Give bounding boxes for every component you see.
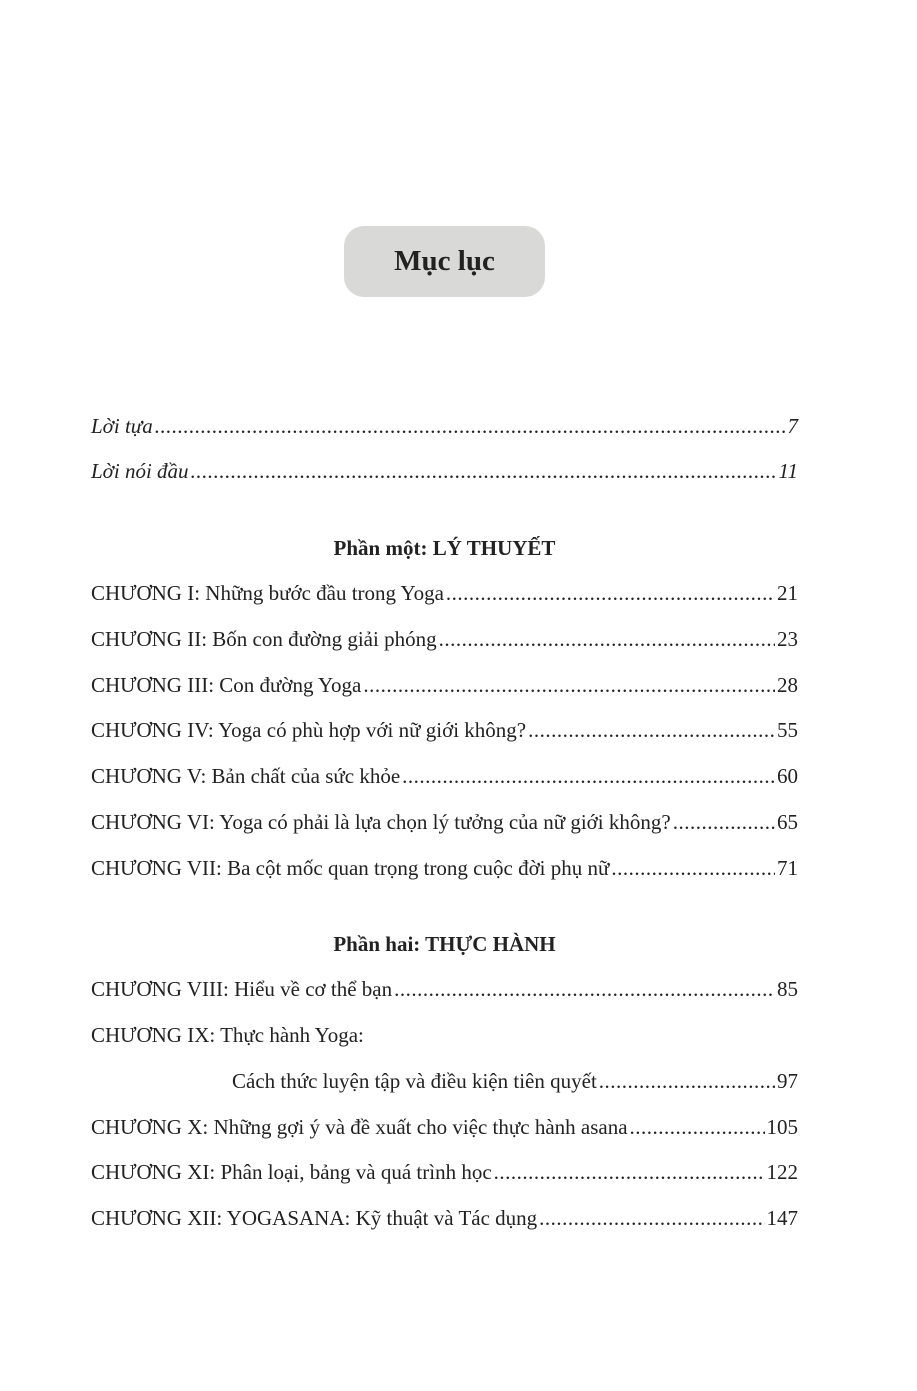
toc-entry-chapter-7 — [91, 856, 798, 886]
toc-entry-chapter-5 — [91, 764, 798, 794]
toc-entry-page: 23 — [777, 627, 798, 651]
toc-entry-page: 71 — [777, 856, 798, 880]
part-one-heading: Phần một: LÝ THUYẾT — [333, 536, 556, 560]
dot-leader — [528, 718, 775, 743]
part-two-heading: Phần hai: THỰC HÀNH — [333, 932, 556, 956]
toc-entry-chapter-1 — [91, 581, 798, 611]
toc-entry-label: CHƯƠNG II: Bốn con đường giải phóng — [91, 627, 437, 651]
toc-entry-chapter-2 — [91, 627, 798, 657]
toc-entry-foreword — [91, 459, 798, 489]
toc-entry-chapter-6 — [91, 810, 798, 840]
toc-entry-page: 65 — [777, 810, 798, 834]
dot-leader — [394, 977, 775, 1002]
toc-entry-chapter-11 — [91, 1160, 798, 1190]
toc-entry-label: Lời nói đầu — [91, 459, 189, 483]
toc-entry-page: 122 — [766, 1160, 798, 1184]
toc-entry-label: CHƯƠNG VIII: Hiểu về cơ thể bạn — [91, 977, 393, 1001]
toc-entry-chapter-12 — [91, 1206, 798, 1236]
toc-entry-page: 28 — [777, 673, 798, 697]
dot-leader — [494, 1160, 765, 1185]
toc-entry-chapter-4 — [91, 718, 798, 748]
toc-entry-page: 105 — [766, 1115, 798, 1139]
toc-entry-label: CHƯƠNG III: Con đường Yoga — [91, 673, 362, 697]
page-title: Mục lục — [394, 245, 495, 277]
toc-entry-page: 11 — [778, 459, 798, 483]
toc-entry-page: 97 — [777, 1069, 798, 1093]
dot-leader — [363, 673, 775, 698]
toc-entry-label: CHƯƠNG IV: Yoga có phù hợp với nữ giới không? — [91, 718, 527, 742]
dot-leader — [402, 764, 775, 789]
dot-leader — [673, 810, 775, 835]
dot-leader — [539, 1206, 764, 1231]
toc-entry-chapter-3 — [91, 673, 798, 703]
toc-entry-label: Lời tựa — [91, 414, 153, 438]
toc-entry-preface — [91, 414, 798, 444]
toc-entry-label: CHƯƠNG VI: Yoga có phải là lựa chọn lý tưởng của nữ giới không? — [91, 810, 671, 834]
toc-entry-chapter-9: CHƯƠNG IX: Thực hành Yoga: — [91, 1023, 364, 1047]
toc-entry-label: CHƯƠNG XII: YOGASANA: Kỹ thuật và Tác dụng — [91, 1206, 538, 1230]
toc-entry-page: 85 — [777, 977, 798, 1001]
toc-entry-page: 21 — [777, 581, 798, 605]
toc-entry-page: 147 — [766, 1206, 798, 1230]
toc-entry-chapter-8 — [91, 977, 798, 1007]
toc-entry-page: 60 — [777, 764, 798, 788]
dot-leader — [439, 627, 775, 652]
toc-entry-page: 55 — [777, 718, 798, 742]
dot-leader — [599, 1069, 775, 1094]
toc-entry-label: Cách thức luyện tập và điều kiện tiên quyết — [232, 1069, 597, 1093]
toc-entry-chapter-10 — [91, 1115, 798, 1145]
toc-entry-page: 7 — [787, 414, 798, 438]
toc-entry-label: CHƯƠNG I: Những bước đầu trong Yoga — [91, 581, 444, 605]
toc-entry-label: CHƯƠNG V: Bản chất của sức khỏe — [91, 764, 401, 788]
dot-leader — [155, 414, 786, 439]
toc-entry-chapter-9-subtitle — [232, 1069, 798, 1099]
dot-leader — [191, 459, 777, 484]
toc-entry-label: CHƯƠNG VII: Ba cột mốc quan trọng trong cuộc đời phụ nữ — [91, 856, 610, 880]
dot-leader — [630, 1115, 765, 1140]
toc-title-box — [344, 226, 545, 297]
dot-leader — [611, 856, 775, 881]
dot-leader — [446, 581, 775, 606]
toc-entry-label: CHƯƠNG X: Những gợi ý và đề xuất cho việc thực hành asana — [91, 1115, 628, 1139]
toc-entry-label: CHƯƠNG XI: Phân loại, bảng và quá trình học — [91, 1160, 492, 1184]
